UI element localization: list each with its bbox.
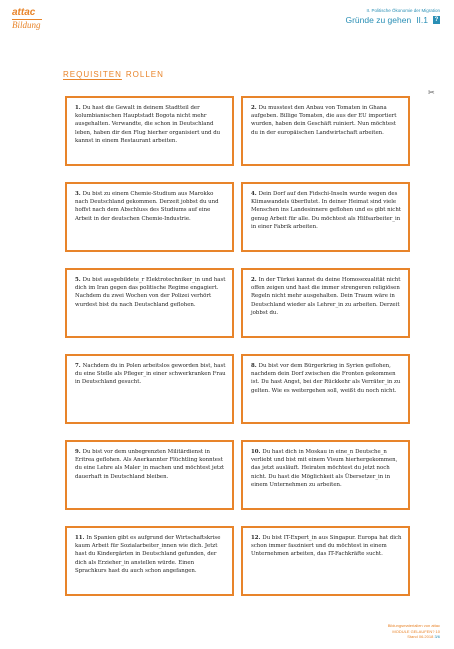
section-title-rest: ROLLEN [125, 70, 164, 79]
scissors-icon: ✂ [428, 88, 435, 97]
card-number: 2. [251, 277, 257, 283]
footer-line-3: Stand 06.2018 [407, 633, 434, 639]
card-text: Du bist IT-Expert_in aus Singapur. Europa hat dich schon immer fasziniert und du möchtest in einem Unternehmen arbeiten, das IT-Fachkräfte sucht. [251, 535, 402, 558]
card-text: In der Türkei kannst du deine Homosexualität nicht offen zeigen und hast die immer strengeren religiösen Regeln nicht mehr ausgehalten. Dein Traum wäre in Deutschland wieder als Lehrer_in zu arbeiten. Derzeit jobbst du. [251, 277, 401, 316]
header-subtitle: II. Politische Ökonomie der Migration [366, 8, 440, 13]
role-card [241, 182, 410, 252]
role-card [65, 268, 234, 338]
footer-line-3-row [388, 634, 440, 639]
card-number: 10. [251, 449, 261, 455]
section-title-underlined: REQUISITEN [63, 70, 122, 79]
card-number: 2. [251, 105, 257, 111]
section-title [63, 70, 164, 79]
card-number: 8. [251, 363, 257, 369]
card-number: 5. [75, 277, 81, 283]
card-number: 4. [251, 191, 257, 197]
card-text: Du bist vor dem Bürgerkrieg in Syrien geflohen, nachdem dein Dorf zwischen die Fronten gekommen ist. Du hast Angst, bei der Rückkehr als Verräter_in zu gelten. Wie es weitergehen soll, weißt du noch nicht. [251, 363, 401, 394]
header-title-row [345, 14, 440, 26]
role-card [65, 526, 234, 596]
header-title: Gründe zu gehen [345, 15, 412, 25]
logo-top-text: attac [12, 7, 36, 18]
page-number: 3/6 [434, 633, 440, 639]
card-text: Du bist zu einem Chemie-Studium aus Marokko nach Deutschland gekommen. Derzeit jobbst du und hoffst nach dem Abschluss des Studiums auf eine Arbeit in der deutschen Chemie-Industrie. [75, 191, 219, 222]
role-card [241, 96, 410, 166]
role-card [241, 354, 410, 424]
card-text: Du hast dich in Moskau in eine_n Deutsche_n verliebt und bist mit einem Visum hierhergekommen, das jetzt ausläuft. Heiraten möchtest du jetzt noch nicht. Du hast die Möglichkeit als Übersetzer_in in einem Unternehmen zu arbeiten. [251, 449, 398, 488]
card-number: 9. [75, 449, 81, 455]
header-chapter: II.1 [416, 15, 428, 25]
card-text: Nachdem du in Polen arbeitslos geworden bist, hast du eine Stelle als Pfleger_in einer schwerkranken Frau in Deutschland gesucht. [75, 363, 226, 386]
footer-line-1: Bildungsmaterialien von attac [387, 623, 440, 629]
card-number: 12. [251, 535, 261, 541]
role-card [241, 268, 410, 338]
attac-logo [12, 8, 58, 30]
role-card [65, 440, 234, 510]
logo-bottom-text: Bildung [12, 20, 41, 30]
card-number: 3. [75, 191, 81, 197]
page-header [345, 8, 440, 26]
card-text: In Spanien gibt es aufgrund der Wirtschaftskrise kaum Arbeit für Sozialarbeiter_innen wie dich. Jetzt hast du Kindergärten in Deutschland gefunden, der dich als Erzieher_in anstellen würde. Einen Sprachkurs hast du auch schon angefangen. [75, 535, 221, 574]
card-number: 7. [75, 363, 81, 369]
card-text: Du bist vor dem unbegrenzten Militärdienst in Eritrea geflohen. Als Anerkannter Flüchtling konntest du eine Lehre als Maler_in machen und möchtest jetzt dauerhaft in Deutschland bleiben. [75, 449, 225, 480]
role-card [65, 354, 234, 424]
role-cards-grid [65, 96, 410, 595]
card-text: Du bist ausgebildete_r Elektrotechniker_in und hast dich im Iran gegen das politische Regime engagiert. Nachdem du zwei Wochen von der Polizei verhört wurdest bist du nach Deutschland geflohen. [75, 277, 226, 308]
role-card [241, 440, 410, 510]
role-card [241, 526, 410, 596]
card-text: Du hast die Gewalt in deinem Stadtteil der kolumbianischen Hauptstadt Bogota nicht mehr ausgehalten. Verwandte, die schon in Deutschland leben, haben dir den Flug hierher organisiert und du kannst in einem Restaurant arbeiten. [75, 105, 221, 144]
card-number: 11. [75, 535, 85, 541]
role-card [65, 182, 234, 252]
page-footer [388, 623, 440, 639]
role-card [65, 96, 234, 166]
card-text: Dein Dorf auf den Fidschi-Inseln wurde wegen des Klimawandels überflutet. In deiner Heimat sind viele Menschen ins Landesinnere geflohen und es gibt nicht genug Arbeit für alle. Du möchtest als Hilfsarbeiter_in in einer Fabrik arbeiten. [251, 191, 401, 230]
footer-line-2: MODULE GELAUFEN? 10 [392, 628, 440, 634]
card-text: Du musstest den Anbau von Tomaten in Ghana aufgeben. Billige Tomaten, die aus der EU importiert wurden, haben dein Geschäft ruiniert. Nun möchtest du in der europäischen Landwirtschaft arbeiten. [251, 105, 397, 136]
card-number: 1. [75, 105, 81, 111]
info-icon: ? [434, 17, 439, 23]
